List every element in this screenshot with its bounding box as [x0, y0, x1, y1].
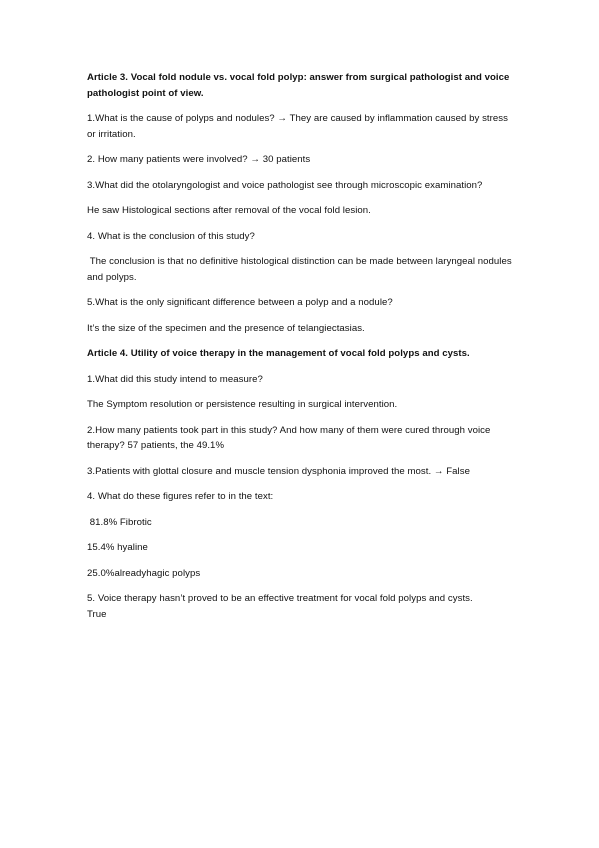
article-4-answer-1: The Symptom resolution or persistence resulting in surgical intervention. [87, 399, 398, 410]
article-3-answer-4: The conclusion is that no definitive histological distinction can be made between laryngeal nodules and polyps. [87, 256, 515, 283]
article-4-heading: Article 4. Utility of voice therapy in the management of vocal fold polyps and cysts. [87, 348, 470, 359]
article-3-question-2: 2. How many patients were involved? → 30 patients [87, 154, 311, 165]
article-3-answer-3: He saw Histological sections after removal of the vocal fold lesion. [87, 205, 371, 216]
article-3-question-5: 5.What is the only significant difference between a polyp and a nodule? [87, 297, 393, 308]
article-4-question-5-text: 5. Voice therapy hasn’t proved to be an effective treatment for vocal fold polyps and cysts. [87, 593, 473, 604]
article-4-question-2: 2.How many patients took part in this study? And how many of them were cured through voice therapy? 57 patients, the 49.1% [87, 424, 491, 451]
article-4-figure-1: 81.8% Fibrotic [87, 516, 152, 528]
article-4-question-3: 3.Patients with glottal closure and muscle tension dysphonia improved the most. → False [87, 465, 470, 477]
article-4-figure-3: 25.0%alreadyhagic polyps [87, 567, 201, 579]
article-3-question-1: 1.What is the cause of polyps and nodules? → They are caused by inflammation caused by stress or irritation. [87, 113, 508, 140]
article-4-question-5 [87, 591, 517, 607]
article-4-question-1: 1.What did this study intend to measure? [87, 373, 263, 385]
article-4-figure-2: 15.4% hyaline [87, 542, 148, 553]
document-body [87, 70, 517, 632]
article-3-title: Vocal fold nodule vs. vocal fold polyp: answer from surgical pathologist and voice pathologist point of view. [87, 72, 510, 99]
article-4-question-4: 4. What do these figures refer to in the text: [87, 491, 274, 502]
article-3-heading [87, 70, 517, 101]
article-3-label: Article 3. [87, 72, 129, 83]
article-3-question-4: 4. What is the conclusion of this study? [87, 230, 255, 242]
article-4-answer-5: True [87, 608, 107, 620]
article-3-question-3: 3.What did the otolaryngologist and voice pathologist see through microscopic examination? [87, 179, 483, 191]
article-3-answer-5: It’s the size of the specimen and the presence of telangiectasias. [87, 322, 365, 334]
